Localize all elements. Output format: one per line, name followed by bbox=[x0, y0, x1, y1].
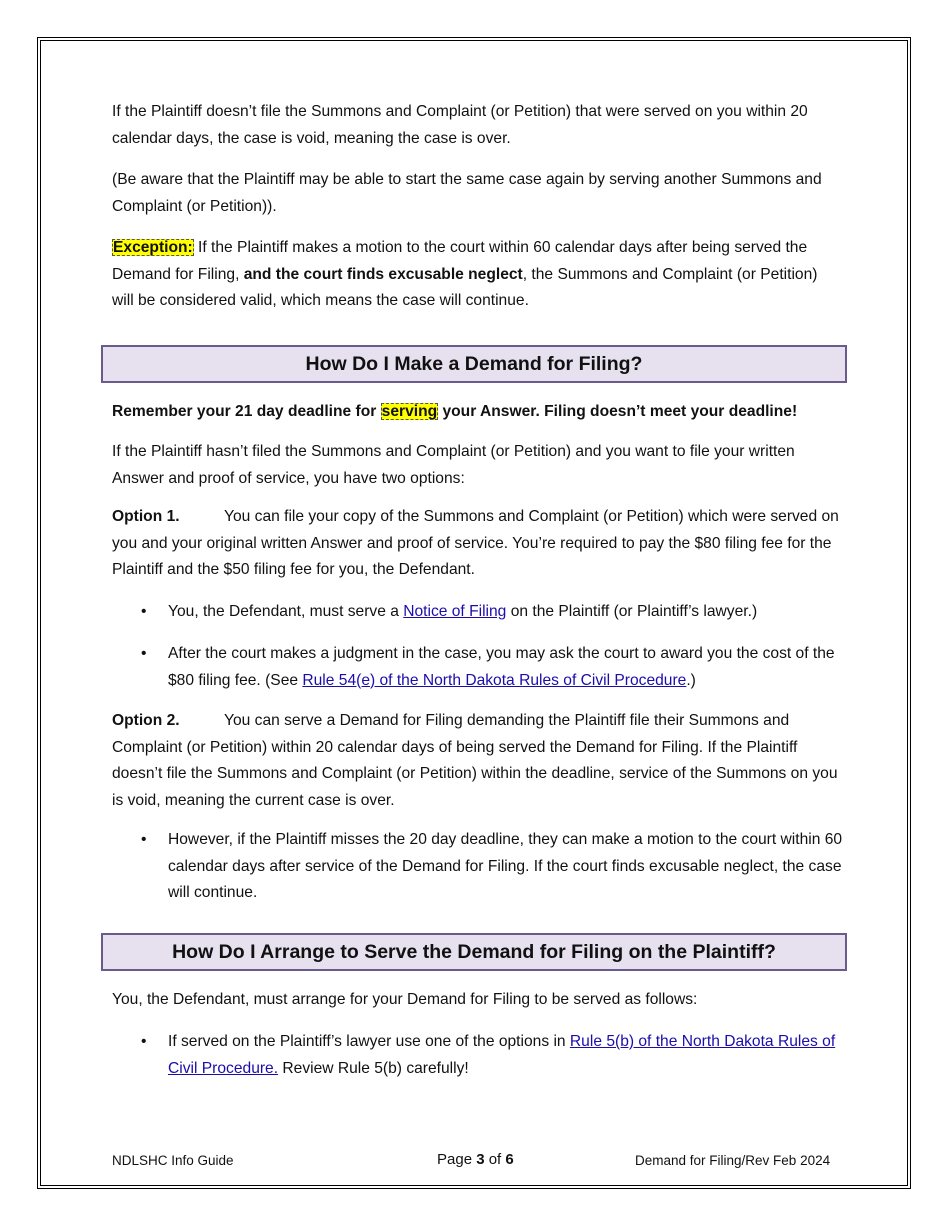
section-heading-make-demand: How Do I Make a Demand for Filing? bbox=[101, 345, 847, 383]
footer-left: NDLSHC Info Guide bbox=[112, 1153, 234, 1168]
bullet-dot: • bbox=[141, 645, 147, 662]
rule-5b-link[interactable]: Rule 5(b) of the North Dakota Rules of Civil Procedure. bbox=[168, 1033, 836, 1077]
bullet-2-text-b: .) bbox=[686, 671, 696, 689]
bullet-dot: • bbox=[141, 603, 147, 620]
exception-text-b: , the Summons and Complaint (or Petition) will be considered valid, which means the case will continue. bbox=[112, 265, 818, 309]
serve-intro: You, the Defendant, must arrange for your Demand for Filing to be served as follows: bbox=[112, 991, 698, 1008]
reminder-text-a: Remember your 21 day deadline for bbox=[112, 403, 381, 420]
footer-right: Demand for Filing/Rev Feb 2024 bbox=[635, 1153, 831, 1168]
option-2-bullet-1: However, if the Plaintiff misses the 20 day deadline, they can make a motion to the court within 60 calendar days after service of the Demand for Filing. If the court finds excusable neglect, the case will continue. bbox=[168, 831, 843, 901]
intro-section bbox=[112, 99, 842, 315]
bullet-1-text-b: on the Plaintiff (or Plaintiff’s lawyer.) bbox=[506, 603, 758, 620]
option-2-text: You can serve a Demand for Filing demanding the Plaintiff file their Summons and Complaint (or Petition) within 20 calendar days of being served the Demand for Filing. If the Plaintiff doesn’t file the Summons and Complaint (or Petition) within the deadline, service of the Summons on you is void, meaning the current case is over. bbox=[112, 712, 838, 809]
page-total: 6 bbox=[505, 1151, 514, 1168]
deadline-reminder bbox=[112, 399, 842, 426]
exception-label: Exception: bbox=[113, 239, 193, 256]
option-1-text: You can file your copy of the Summons and Complaint (or Petition) which were served on you and your original written Answer and proof of service. You’re required to pay the $80 filing fee for the Plaintiff and the $50 filing fee for you, the Defendant. bbox=[112, 508, 839, 578]
bullet-2-text-a: After the court makes a judgment in the case, you may ask the court to award you the cost of the $80 filing fee. (See bbox=[168, 645, 835, 689]
option-1-bullet-2 bbox=[168, 641, 844, 694]
option-1-label: Option 1. bbox=[112, 508, 180, 525]
serve-bullet-text-a: If served on the Plaintiff’s lawyer use one of the options in bbox=[168, 1033, 570, 1050]
page-current: 3 bbox=[476, 1151, 485, 1168]
section-heading-serve-demand: How Do I Arrange to Serve the Demand for Filing on the Plaintiff? bbox=[101, 933, 847, 971]
option-2-label: Option 2. bbox=[112, 712, 180, 729]
bullet-dot: • bbox=[141, 831, 147, 848]
serve-bullet-text-b: Review Rule 5(b) carefully! bbox=[278, 1059, 469, 1077]
rule-54e-link[interactable]: Rule 54(e) of the North Dakota Rules of Civil Procedure bbox=[302, 671, 687, 689]
intro-paragraph-1: If the Plaintiff doesn’t file the Summons and Complaint (or Petition) that were served on you within 20 calendar days, the case is void, meaning the case is over. bbox=[112, 103, 808, 147]
serve-bullet-1 bbox=[168, 1029, 844, 1082]
exception-paragraph bbox=[112, 235, 842, 315]
intro-paragraph-2: (Be aware that the Plaintiff may be able to start the same case again by serving another Summons and Complaint (or Petition)). bbox=[112, 171, 822, 215]
footer-page-number bbox=[437, 1151, 514, 1168]
option-2-paragraph bbox=[112, 708, 842, 814]
reminder-text-b: your Answer. Filing doesn’t meet your deadline! bbox=[438, 403, 798, 420]
option-1-paragraph bbox=[112, 504, 842, 584]
reminder-highlight: serving bbox=[381, 403, 438, 420]
bullet-dot: • bbox=[141, 1033, 147, 1050]
options-intro: If the Plaintiff hasn’t filed the Summons and Complaint (or Petition) and you want to file your written Answer and proof of service, you have two options: bbox=[112, 443, 795, 487]
option-1-bullet-1 bbox=[168, 599, 844, 626]
exception-bold: and the court finds excusable neglect bbox=[243, 265, 523, 283]
page-prefix: Page bbox=[437, 1151, 477, 1168]
exception-text-a: If the Plaintiff makes a motion to the court within 60 calendar days after being served the Demand for Filing, bbox=[112, 239, 808, 283]
notice-of-filing-link[interactable]: Notice of Filing bbox=[403, 603, 507, 620]
bullet-1-text-a: You, the Defendant, must serve a bbox=[168, 603, 404, 620]
page-of: of bbox=[484, 1151, 506, 1168]
